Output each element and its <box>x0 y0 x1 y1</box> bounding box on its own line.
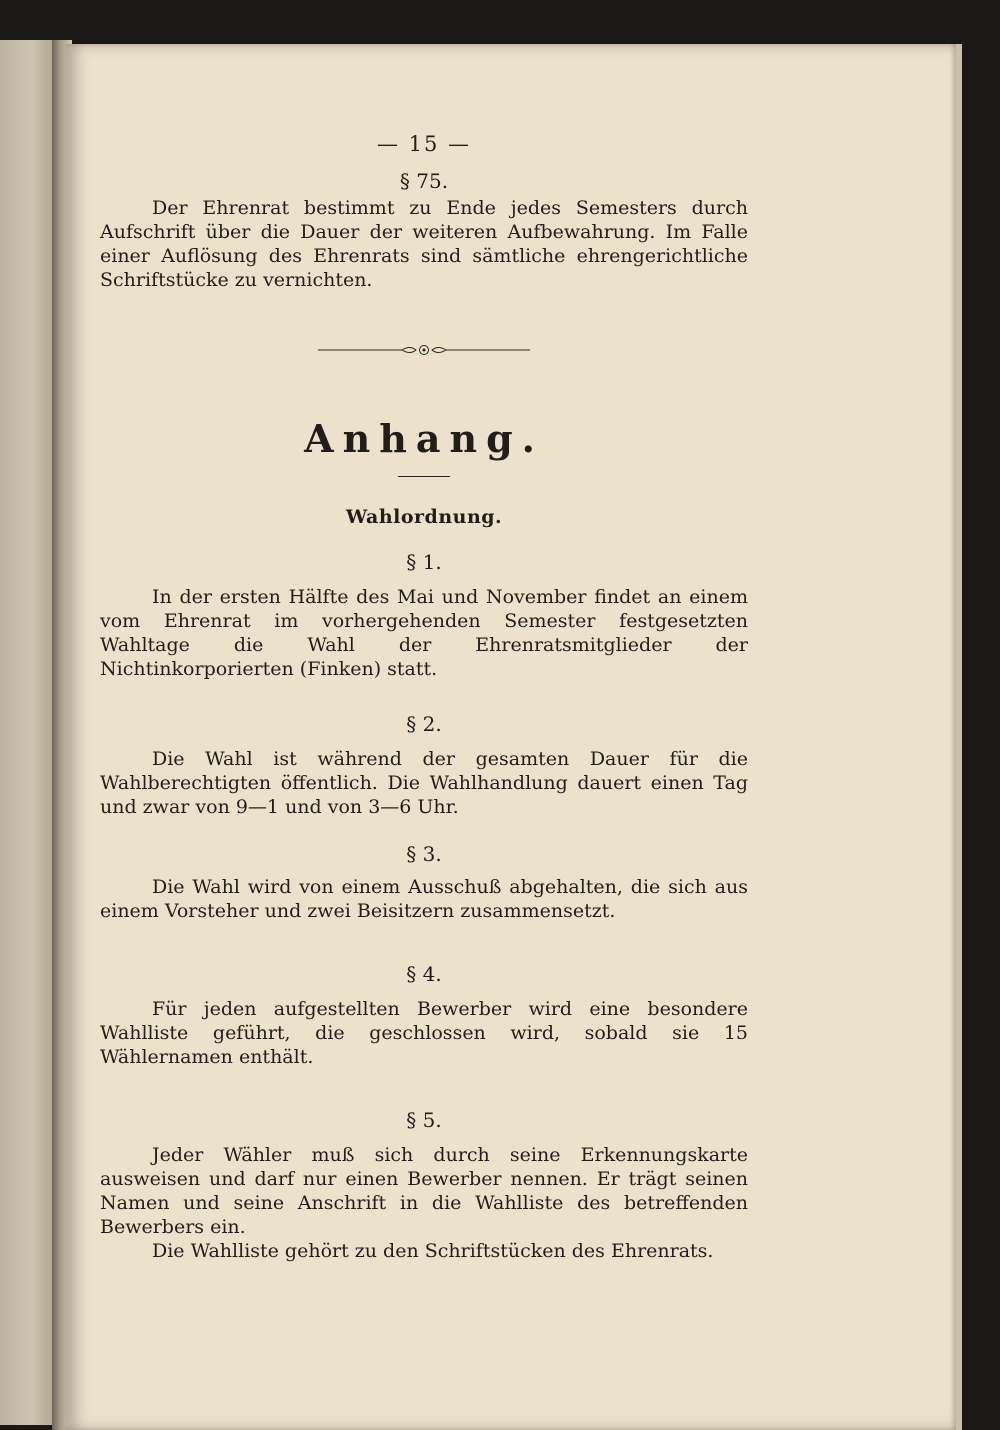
appendix-title: Anhang. <box>304 416 544 461</box>
section-75-text: Der Ehrenrat bestimmt zu Ende jedes Semesters durch Aufschrift über die Dauer der weiteren Aufbewahrung. Im Falle einer Auflösung des Ehrenrats sind sämtliche ehrengerichtliche Schriftstücke zu vernichten. <box>100 197 748 291</box>
left-page-edge <box>0 40 52 1425</box>
page-edge <box>956 44 962 1430</box>
ornament-divider <box>318 342 530 358</box>
page-text-area <box>100 128 748 1263</box>
section-4-text: Für jeden aufgestellten Bewerber wird eine besondere Wahlliste geführt, die geschlossen wird, sobald sie 15 Wählernamen enthält. <box>100 998 748 1068</box>
section-heading-5: § 5. <box>406 1108 442 1132</box>
section-heading-75: § 75. <box>399 169 449 193</box>
section-heading-3: § 3. <box>406 842 442 866</box>
section-heading-2: § 2. <box>406 712 442 736</box>
appendix-subtitle: Wahlordnung. <box>345 506 503 528</box>
section-heading-4: § 4. <box>406 962 442 986</box>
section-5-text-2: Die Wahlliste gehört zu den Schriftstücken des Ehrenrats. <box>152 1240 714 1262</box>
section-heading-1: § 1. <box>406 550 442 574</box>
section-5-text: Jeder Wähler muß sich durch seine Erkennungskarte ausweisen und darf nur einen Bewerber nennen. Er trägt seinen Namen und seine Anschrift in die Wahlliste des betreffenden Bewerbers ein. <box>100 1144 748 1238</box>
section-3-text: Die Wahl wird von einem Ausschuß abgehalten, die sich aus einem Vorsteher und zwei Beisitzern zusammensetzt. <box>100 876 748 922</box>
section-1-text: In der ersten Hälfte des Mai und November findet an einem vom Ehrenrat im vorhergehenden Semester festgesetzten Wahltage die Wahl der Ehrenratsmitglieder der Nichtinkorporierten (Finken) statt. <box>100 586 748 680</box>
section-2-text: Die Wahl ist während der gesamten Dauer für die Wahlberechtigten öffentlich. Die Wahlhandlung dauert einen Tag und zwar von 9—1 und von 3—6 Uhr. <box>100 748 748 818</box>
page-number: — 15 — <box>376 132 472 156</box>
